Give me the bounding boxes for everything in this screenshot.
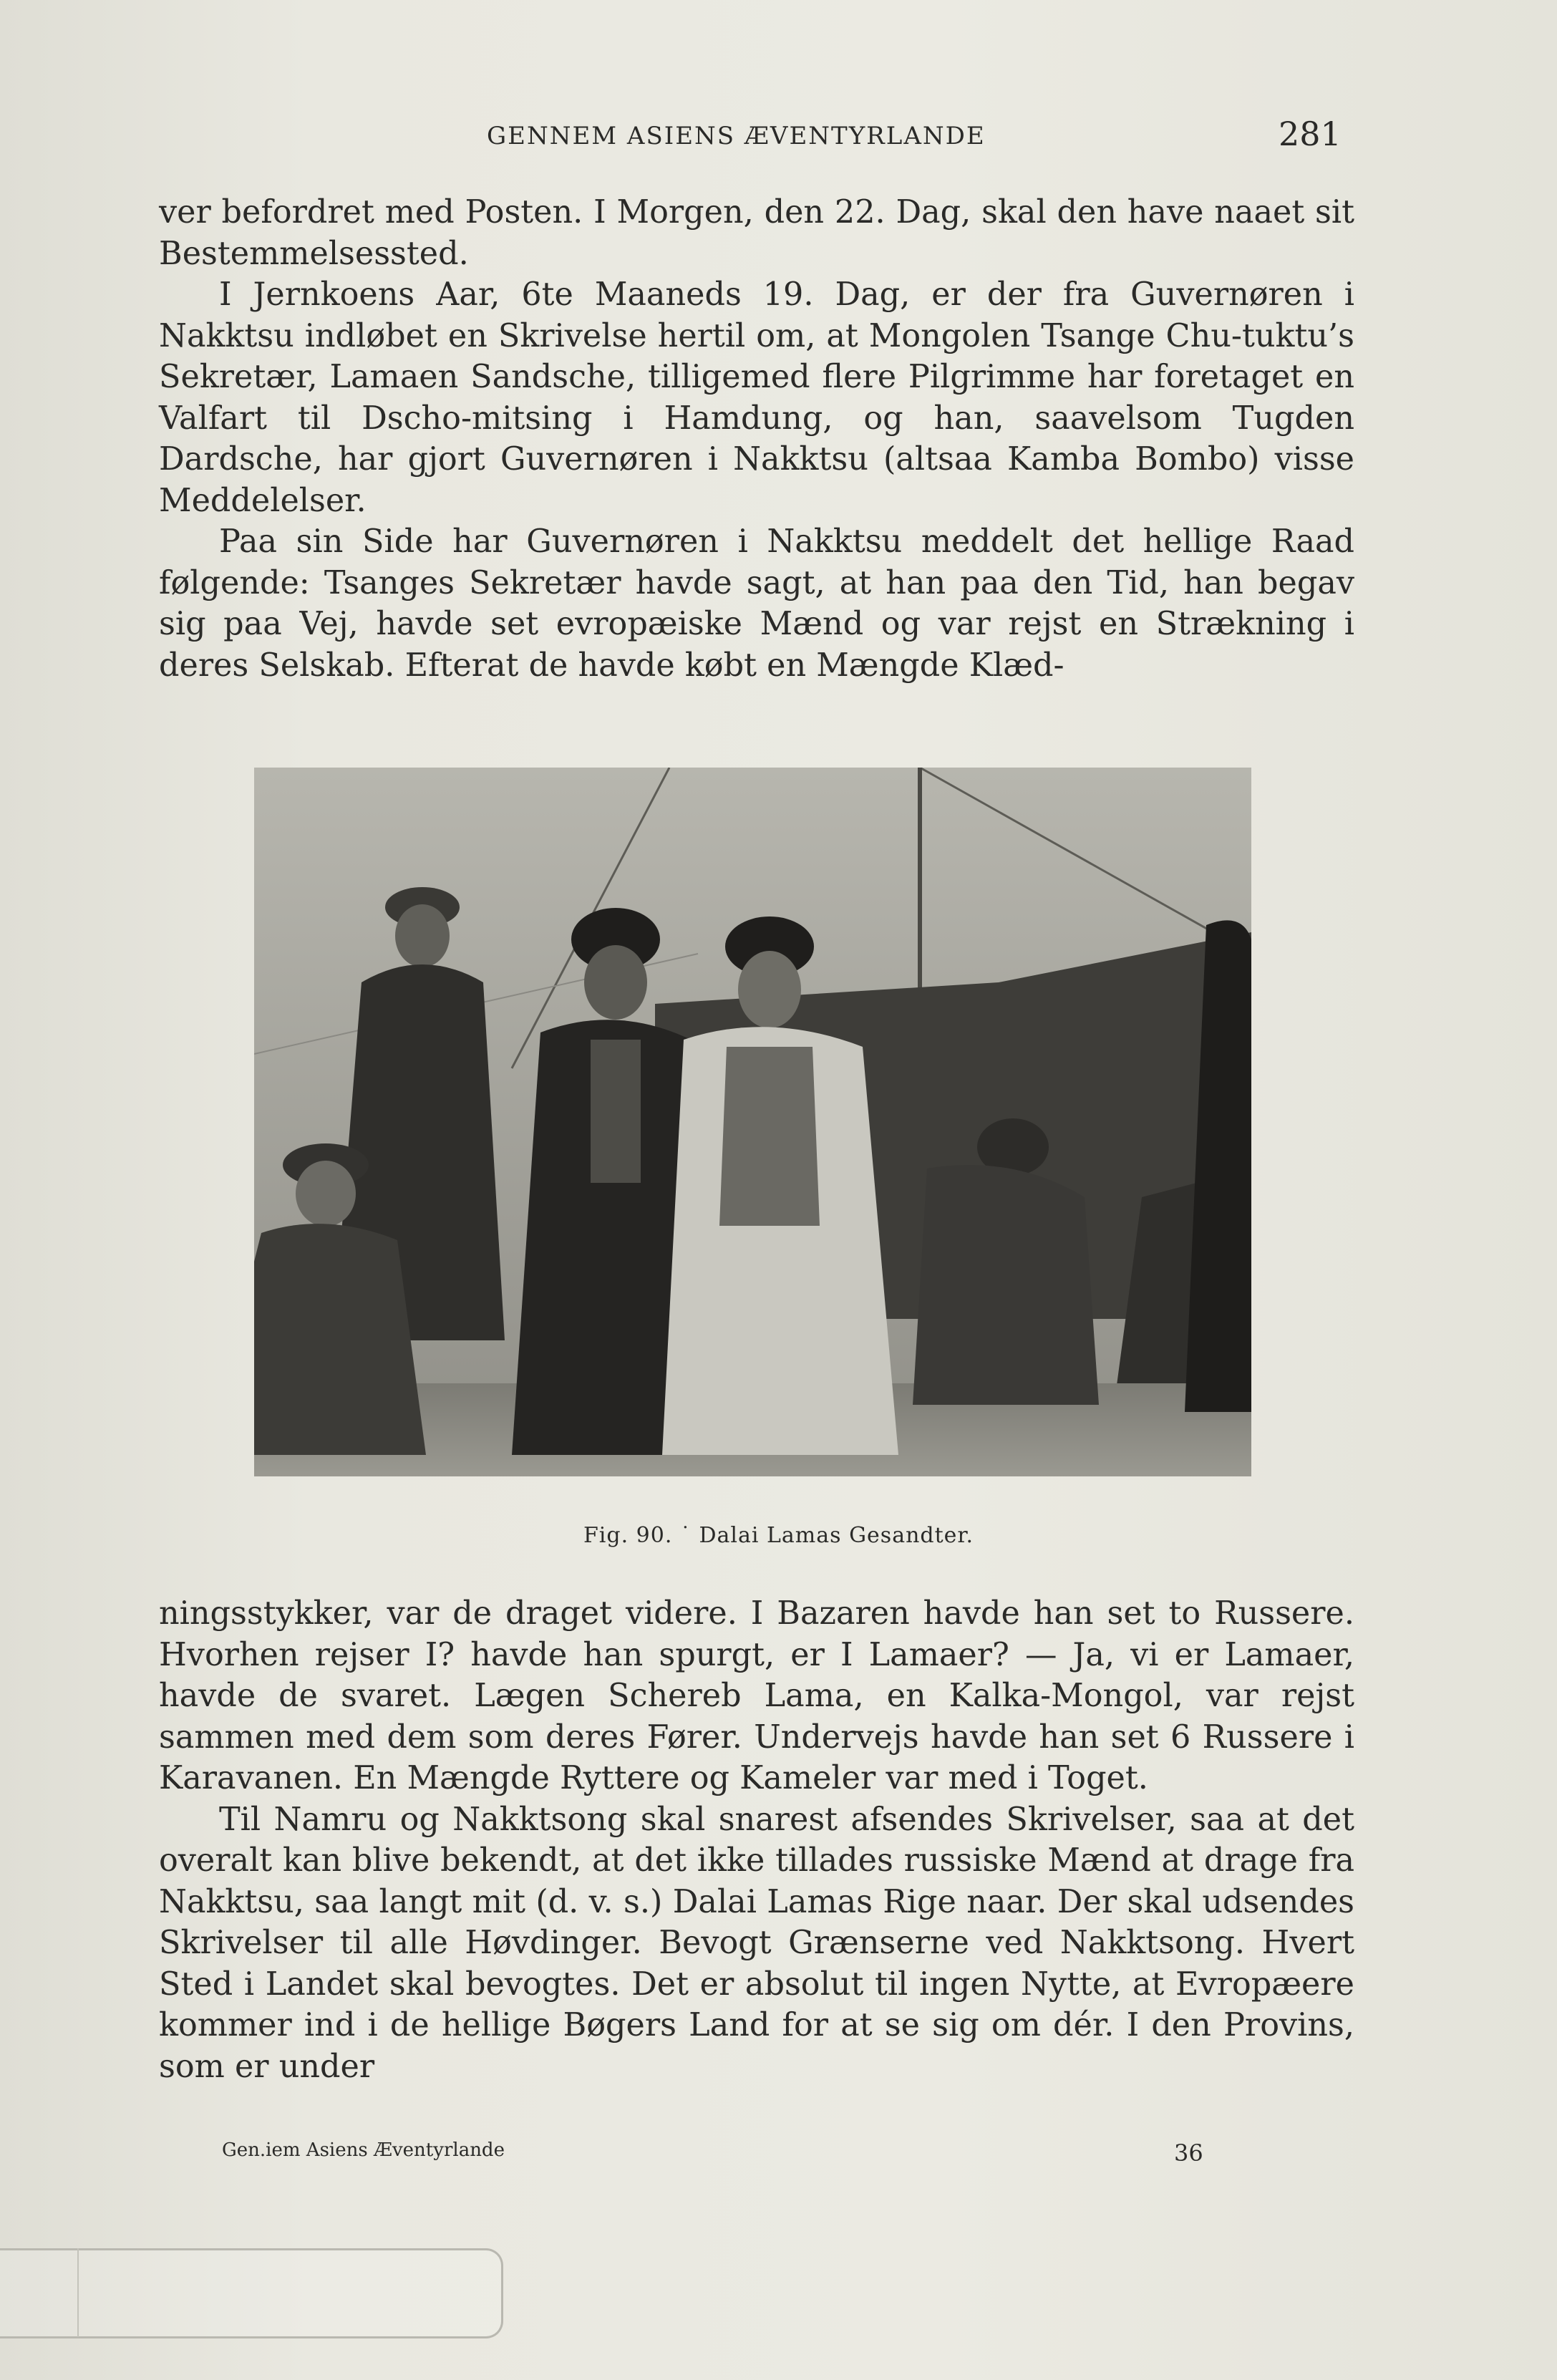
running-title: GENNEM ASIENS ÆVENTYRLANDE [487, 122, 986, 150]
paragraph: Paa sin Side har Guvernøren i Nakktsu meddelt det hellige Raad følgende: Tsanges Sekretær havde sagt, at han paa den Tid, han begav sig paa Vej, havde set evropæiske Mænd og var rejst en Strækning i deres Selskab. Efterat de havde købt en Mængde Klæd- [159, 523, 1354, 684]
bookmark-divider [77, 2248, 79, 2337]
figure-caption: Fig. 90. ˙ Dalai Lamas Gesandter. [583, 1523, 974, 1548]
body-text-top [159, 192, 1354, 686]
footer-signature-number: 36 [1174, 2139, 1203, 2167]
paragraph: ver befordret med Posten. I Morgen, den 22. Dag, skal den have naaet sit Bestemmelsessted. [159, 194, 1354, 272]
page-number: 281 [1279, 115, 1342, 153]
bookmark-tab [0, 2248, 503, 2338]
paragraph: ningsstykker, var de draget videre. I Bazaren havde han set to Russere. Hvorhen rejser I? havde han spurgt, er I Lamaer? — Ja, vi er Lamaer, havde de svaret. Lægen Schereb Lama, en Kalka-Mongol, var rejst sammen med dem som deres Fører. Undervejs havde han set 6 Russere i Karavanen. En Mængde Ryttere og Kameler var med i Toget. [159, 1595, 1354, 1796]
body-text-bottom [159, 1593, 1354, 2087]
paragraph: I Jernkoens Aar, 6te Maaneds 19. Dag, er der fra Guvernøren i Nakktsu indløbet en Skrivelse hertil om, at Mongolen Tsange Chu-tuktu’s Sekretær, Lamaen Sandsche, tilligemed flere Pilgrimme har foretaget en Valfart til Dscho-mitsing i Hamdung, og han, saavelsom Tugden Dardsche, har gjort Guvernøren i Nakktsu (altsaa Kamba Bombo) visse Meddelelser. [159, 276, 1354, 519]
photograph-dalai-lama-envoys [254, 768, 1251, 1476]
running-head [0, 115, 1557, 158]
paragraph: Til Namru og Nakktsong skal snarest afsendes Skrivelser, saa at det overalt kan blive bekendt, at det ikke tillades russiske Mænd at drage fra Nakktsu, saa langt mit (d. v. s.) Dalai Lamas Rige naar. Der skal udsendes Skrivelser til alle Høvdinger. Bevogt Grænserne ved Nakktsong. Hvert Sted i Landet skal bevogtes. Det er absolut til ingen Nytte, at Evropæere kommer ind i de hellige Bøgers Land for at se sig om dér. I den Provins, som er under [159, 1801, 1354, 2085]
footer-signature: Gen.iem Asiens Æventyrlande [222, 2139, 505, 2161]
